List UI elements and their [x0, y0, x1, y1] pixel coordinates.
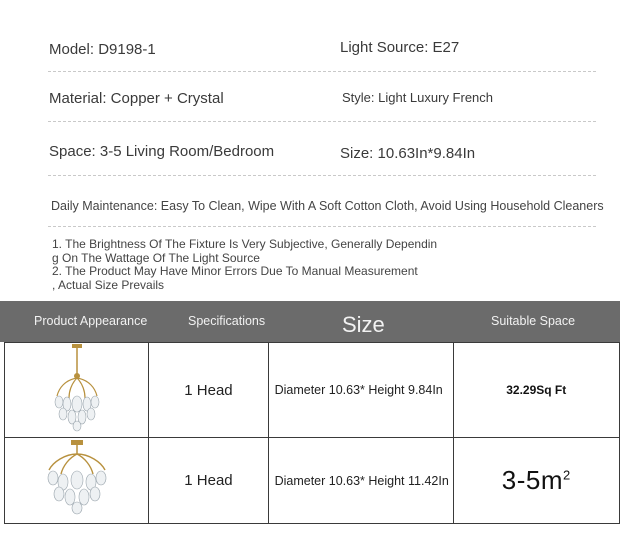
- table-row: [5, 438, 620, 524]
- suitable-space: [453, 438, 620, 524]
- size-dimensions: Diameter 10.63* Height 9.84In: [268, 343, 453, 438]
- spec-size: Size: 10.63In*9.84In: [340, 145, 476, 162]
- spec-space: Space: 3-5 Living Room/Bedroom: [49, 143, 275, 160]
- spec-material: Material: Copper + Crystal: [49, 90, 224, 107]
- header-product-appearance: Product Appearance: [34, 314, 148, 328]
- header-size: Size: [342, 312, 385, 337]
- table-row: [5, 343, 620, 438]
- crystal-pendant-lamp-icon: [47, 344, 107, 432]
- product-image-cell: [5, 438, 149, 524]
- spec-model: Model: D9198-1: [49, 41, 156, 58]
- divider: [48, 71, 596, 72]
- product-table: [4, 342, 620, 524]
- maintenance-text: Daily Maintenance: Easy To Clean, Wipe With A Soft Cotton Cloth, Avoid Using Household Cleaners: [51, 199, 604, 213]
- square-superscript: 2: [563, 467, 571, 483]
- header-suitable-space: Suitable Space: [491, 314, 576, 328]
- suitable-space: 32.29Sq Ft: [453, 343, 620, 438]
- spec-style: Style: Light Luxury French: [342, 90, 494, 105]
- spec-heads: 1 Head: [149, 343, 268, 438]
- notes-text: 1. The Brightness Of The Fixture Is Very Subjective, Generally Dependin g On The Wattage Of The Light Source 2. The Product May Have Minor Errors Due To Manual Measurement , Actual Size Prevails: [52, 237, 438, 292]
- divider: [48, 226, 596, 227]
- spec-light-source: Light Source: E27: [340, 39, 460, 56]
- divider: [48, 121, 596, 122]
- size-dimensions: Diameter 10.63* Height 11.42In: [268, 438, 453, 524]
- crystal-ceiling-lamp-icon: [45, 440, 109, 516]
- product-image-cell: [5, 343, 149, 438]
- divider: [48, 175, 596, 176]
- table-header: [0, 301, 620, 342]
- spec-heads: 1 Head: [149, 438, 268, 524]
- suitable-space-value: 3-5m: [501, 465, 563, 495]
- header-specifications: Specifications: [188, 314, 266, 328]
